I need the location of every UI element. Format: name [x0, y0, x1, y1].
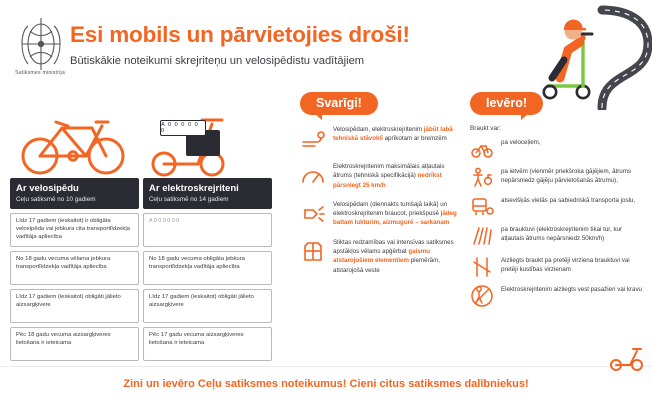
- list-item-label: pa brauktuvi (elektroskrejritenim tikai tur, kur atļautais ātrums nepārsniedz 50km/h): [501, 226, 623, 242]
- allowed-list: [470, 125, 642, 248]
- no-passenger-icon: [470, 284, 494, 308]
- list-item: [470, 197, 642, 219]
- bike-lane-icon: [470, 137, 494, 161]
- ministry-logo-icon: [8, 14, 74, 76]
- list-item-label: pa veloceļiem,: [501, 139, 541, 146]
- rule-item: [300, 125, 460, 152]
- table-cell: Pēc 18 gadu vecuma aizsargķiveres lietošana ir ieteicama: [10, 327, 139, 361]
- table-cell: No 18 gadu vecuma vēlama jebkura transportlīdzekļa vadītāja apliecība: [10, 251, 139, 285]
- table-col-scooter: Ar elektroskrejriteni Ceļu satiksmē no 14 gadiem: [143, 178, 272, 209]
- list-item: [470, 286, 642, 308]
- rule-item: [300, 200, 460, 228]
- badge-important: Svarīgi!: [300, 92, 378, 115]
- footer-text: Zini un ievēro Ceļu satiksmes noteikumus! Cieni citus satiksmes dalībniekus!: [123, 378, 529, 390]
- panel-observe: [470, 92, 642, 308]
- ministry-name: Satiksmes ministrija: [15, 70, 65, 76]
- list-item-label: atsevišķās vietās pa sabiedriskā transporta joslu,: [501, 197, 636, 204]
- badge-observe: Ievēro!: [470, 92, 543, 115]
- page-subtitle: Būtiskākie noteikumi skrejriteņu un velosipēdistu vadītājiem: [70, 55, 365, 67]
- lamp-icon: [300, 201, 326, 227]
- table-cell: Līdz 17 gadiem (ieskaitot) obligāti jālieto aizsargķivere: [10, 289, 139, 323]
- crosswalk-icon: [470, 224, 494, 248]
- brake-lever-icon: [300, 126, 326, 152]
- list-item-label: Aizliegts braukt pa pretēji virziena brauktuvi vai pretēji kustības virzienam: [501, 257, 630, 273]
- panel-important: [300, 92, 460, 275]
- bicycle-illustration: [18, 108, 130, 178]
- table-col-bicycle: Ar velosipēdu Ceļu satiksmē no 10 gadiem: [10, 178, 139, 209]
- table-cell: [143, 213, 272, 247]
- list-item: [470, 257, 642, 279]
- rule-text: Elektroskrejritenim maksimālais atļautais ātrums (tehniskā specifikācijā) nedrīkst pārsniegt 25 km/h: [333, 163, 445, 189]
- rule-text: Sliktas redzamības vai intensīvas satiksmes apstākļos vēlams apģērbat gaismu atstarojošiem elementiem piemērām, atstarojošā veste: [333, 238, 454, 274]
- list-item: [470, 226, 642, 248]
- table-header-row: [10, 178, 272, 209]
- table-cell: Līdz 17 gadiem (ieskaitot) obligāti jālieto aizsargķivere: [143, 289, 272, 323]
- rule-item: [300, 162, 460, 190]
- speedometer-icon: [300, 163, 326, 189]
- table-row: [10, 327, 272, 361]
- list-item: [470, 139, 642, 161]
- table-cell: Līdz 17 gadiem (ieskaitot) ir obligāta velosipēda vai jebkura cita transportlīdzekļa vadītāja apliecība: [10, 213, 139, 247]
- rule-text: Velosipēdam (diennakts tumšajā laikā) un elektroskrejritenim braucot, priekšpusē jādeg baltam lukturim, aizmugurē – sarkanam: [333, 200, 457, 227]
- rule-item: [300, 238, 460, 275]
- list-item: [470, 168, 642, 190]
- list-item-label: pa ietvēm (vienmēr priekšroka gājējiem, ātrums nepārsniedz gājēju pārvietošanās ātrumu),: [501, 168, 631, 184]
- table-row: [10, 213, 272, 247]
- licence-plate: A 0 0 0 0 0 0: [160, 120, 206, 136]
- table-cell: No 18 gadu vecuma obligāta jebkura transportlīdzekļa vadītāja apliecība: [143, 251, 272, 285]
- no-entry-icon: [470, 255, 494, 279]
- reflective-vest-icon: [300, 239, 326, 265]
- footer-scooter-icon: [610, 346, 644, 372]
- allowed-label: Braukt var:: [470, 125, 501, 132]
- list-item-label: Elektroskrejritenim aizliegts vest pasažieri vai kravu: [501, 286, 642, 293]
- table-cell: Pēc 17 gadu vecuma aizsargķiveres lietošana ir ieteicama: [143, 327, 272, 361]
- header: [0, 0, 652, 96]
- electric-scooter-illustration: [150, 104, 230, 182]
- table-row: [10, 251, 272, 285]
- bus-stop-icon: [470, 195, 494, 219]
- sidewalk-icon: [470, 166, 494, 190]
- table-row: [10, 289, 272, 323]
- page-title: Esi mobils un pārvietojies droši!: [70, 22, 410, 47]
- prohibited-list: [470, 257, 642, 308]
- rule-text: Velosipēdam, elektroskrejritenim jābūt labā tehniskā stāvoklī aprīkotam ar bremzēm: [333, 126, 453, 143]
- requirements-table: [10, 178, 272, 361]
- licence-plate-note: A 0 0 0 0 0 0: [149, 218, 180, 224]
